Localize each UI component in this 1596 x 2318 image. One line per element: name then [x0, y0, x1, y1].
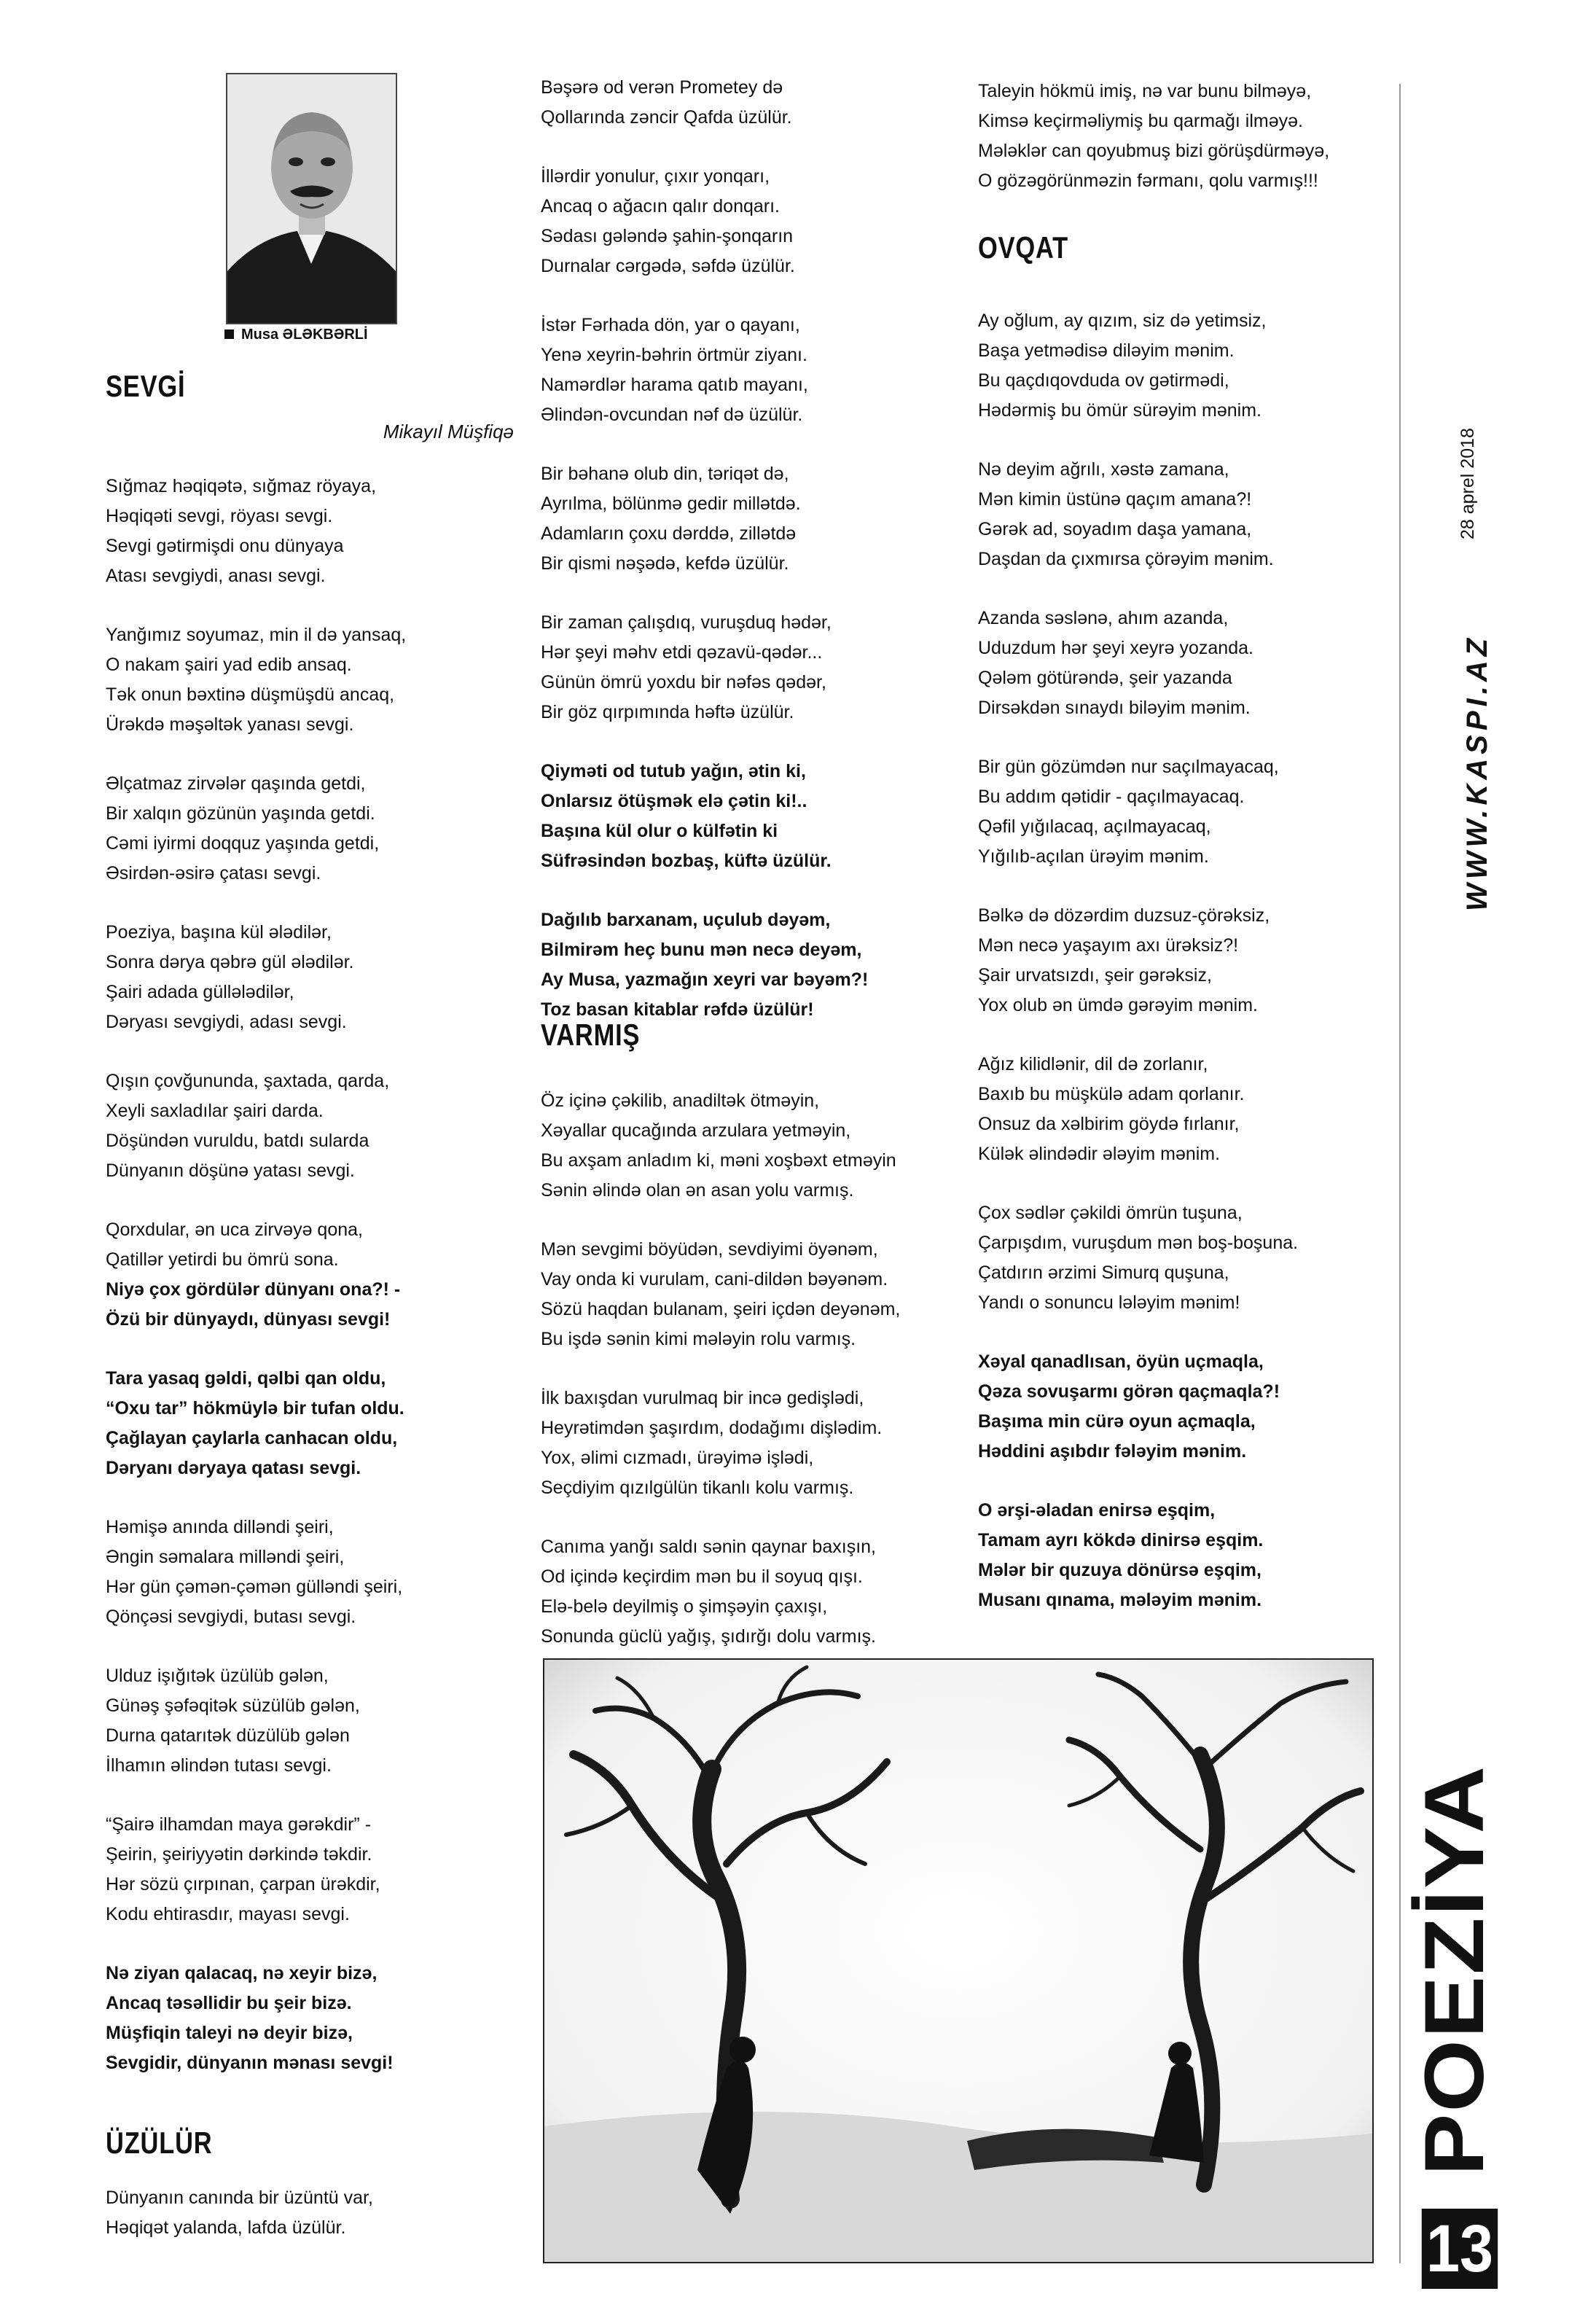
poem-line: Bu işdə sənin kimi mələyin rolu varmış.: [541, 1329, 856, 1349]
poem-body-uzulur-start: [106, 2183, 543, 2272]
poem-line: Mən kimin üstünə qaçım amana?!: [978, 489, 1252, 510]
poem-line: Öz içinə çəkilib, anadiltək ötməyin,: [541, 1090, 820, 1111]
poem-line: Azanda səslənə, ahım azanda,: [978, 608, 1229, 628]
poem-line: Günəş şəfəqitək süzülüb gələn,: [106, 1695, 360, 1716]
poem-line: Yandı o sonuncu lələyim mənim!: [978, 1292, 1240, 1313]
poem-line: Poeziya, başına kül ələdilər,: [106, 922, 332, 943]
poem-line: Çarpışdım, vuruşdum mən boş-boşuna.: [978, 1233, 1299, 1253]
poem-line: Şairi adada güllələdilər,: [106, 982, 294, 1002]
poem-line: Qorxdular, ən uca zirvəyə qona,: [106, 1220, 363, 1240]
poem-line: Ancaq o ağacın qalır donqarı.: [541, 196, 781, 216]
stanza: [978, 77, 1401, 196]
stanza: [106, 620, 543, 740]
poem-line: Ürəkdə məşəltək yanası sevgi.: [106, 714, 354, 735]
illustration-photo: [543, 1658, 1374, 2263]
poem-line: Dəryanı dəryaya qatası sevgi.: [106, 1458, 361, 1478]
poem-line: O nakam şairi yad edib ansaq.: [106, 655, 352, 675]
poem-line: Bir göz qırpımında həftə üzülür.: [541, 702, 794, 722]
poem-line: “Şairə ilhamdan maya gərəkdir” -: [106, 1814, 372, 1835]
poem-line: Qəfil yığılacaq, açılmayacaq,: [978, 816, 1211, 837]
poem-line: Başına kül olur o külfətin ki: [541, 821, 778, 841]
stanza: [978, 604, 1401, 723]
poem-line: Baxıb bu müşkülə adam qorlanır.: [978, 1084, 1245, 1104]
stanza: [541, 73, 978, 133]
poem-line: Sonra dərya qəbrə gül ələdilər.: [106, 952, 354, 972]
poem-line: İllərdir yonulur, çıxır yonqarı,: [541, 166, 770, 187]
stanza: [541, 1384, 978, 1503]
poem-title-ovqat: OVQAT: [978, 230, 1069, 265]
poem-line: Mələr bir quzuya dönürsə eşqim,: [978, 1560, 1261, 1580]
poem-line: Əlçatmaz zirvələr qaşında getdi,: [106, 773, 366, 794]
poem-line: Dəryası sevgiydi, adası sevgi.: [106, 1012, 347, 1032]
poem-line: Nə ziyan qalacaq, nə xeyir bizə,: [106, 1963, 378, 1983]
poem-line: Tamam ayrı kökdə dinirsə eşqim.: [978, 1530, 1264, 1550]
poem-line: Sözü haqdan bulanam, şeiri içdən deyənəm,: [541, 1299, 901, 1319]
poem-line: Qələm götürəndə, şeir yazanda: [978, 668, 1232, 688]
poem-line: Heyrətimdən şaşırdım, dodağımı dişlədim.: [541, 1418, 883, 1438]
poem-line: İlhamın əlindən tutası sevgi.: [106, 1755, 332, 1776]
poem-line: Sevgidir, dünyanın mənası sevgi!: [106, 2053, 394, 2073]
poem-line: Hər şeyi məhv etdi qəzavü-qədər...: [541, 642, 823, 663]
poem-line: Kodu ehtirasdır, mayası sevgi.: [106, 1904, 350, 1924]
poem-line: Onlarsız ötüşmək elə çətin ki!..: [541, 791, 807, 811]
stanza: [978, 1347, 1401, 1467]
stanza: [106, 1364, 543, 1483]
poem-line: Yenə xeyrin-bəhrin örtmür ziyanı.: [541, 345, 807, 365]
poem-line: Ancaq təsəllidir bu şeir bizə.: [106, 1993, 352, 2013]
poem-line: Qışın çovğununda, şaxtada, qarda,: [106, 1071, 390, 1091]
poem-line: Elə-belə deyilmiş o şimşəyin çaxışı,: [541, 1596, 828, 1617]
page-number: 13: [1422, 2209, 1498, 2289]
poem-line: Hədərmiş bu ömür sürəyim mənim.: [978, 400, 1261, 421]
poem-line: Bir bəhanə olub din, təriqət də,: [541, 464, 789, 484]
poem-line: Onsuz da xəlbirim göydə fırlanır,: [978, 1114, 1240, 1134]
poem-line: Günün ömrü yoxdu bir nəfəs qədər,: [541, 672, 826, 692]
poem-line: Niyə çox gördülər dünyanı ona?! -: [106, 1279, 401, 1300]
stanza: [541, 1086, 978, 1206]
poem-line: Əngin səmalara milləndi şeiri,: [106, 1547, 345, 1567]
stanza: [541, 162, 978, 281]
poem-line: Külək əlindədir ələyim mənim.: [978, 1144, 1221, 1164]
poem-line: Tara yasaq gəldi, qəlbi qan oldu,: [106, 1368, 386, 1389]
stanza: [541, 459, 978, 579]
stanza: [106, 1810, 543, 1929]
poem-line: Kimsə keçirməliymiş bu qarmağı ilməyə.: [978, 111, 1303, 131]
poem-line: Bu qaçdıqovduda ov gətirmədi,: [978, 370, 1229, 391]
poem-body-sevgi: [106, 472, 543, 2107]
poem-line: Xəyal qanadlısan, öyün uçmaqla,: [978, 1351, 1264, 1372]
poem-line: Durnalar cərgədə, səfdə üzülür.: [541, 256, 795, 276]
poem-line: Bəşərə od verən Prometey də: [541, 77, 783, 98]
poem-line: İlk baxışdan vurulmaq bir incə gedişlədi,: [541, 1388, 864, 1408]
poem-line: Sevgi gətirmişdi onu dünyaya: [106, 536, 344, 556]
poem-line: Gərək ad, soyadım daşa yamana,: [978, 519, 1252, 539]
poem-line: Taleyin hökmü imiş, nə var bunu bilməyə,: [978, 81, 1312, 101]
poem-line: Bir qismi nəşədə, kefdə üzülür.: [541, 553, 789, 574]
poem-title-sevgi: SEVGİ: [106, 369, 186, 403]
issue-date: 28 aprel 2018: [1458, 428, 1478, 539]
poem-line: Çatdırın ərzimi Simurq quşuna,: [978, 1263, 1229, 1283]
stanza: [541, 757, 978, 876]
poem-line: Cəmi iyirmi doqquz yaşında getdi,: [106, 833, 380, 854]
poem-line: Bir zaman çalışdıq, vuruşduq hədər,: [541, 612, 832, 633]
poem-line: Süfrəsindən bozbaş, küftə üzülür.: [541, 851, 832, 871]
poem-line: Qönçəsi sevgiydi, butası sevgi.: [106, 1607, 356, 1627]
poem-line: Uduzdum hər şeyi xeyrə yozanda.: [978, 638, 1253, 658]
poem-line: Mən sevgimi böyüdən, sevdiyimi öyənəm,: [541, 1239, 878, 1260]
poem-line: Dünyanın döşünə yatası sevgi.: [106, 1160, 355, 1181]
stanza: [978, 752, 1401, 872]
poem-line: Ayrılma, bölünmə gedir millətdə.: [541, 493, 801, 514]
poem-line: Sənin əlində olan ən asan yolu varmış.: [541, 1180, 854, 1201]
poem-line: O ərşi-əladan enirsə eşqim,: [978, 1500, 1216, 1521]
poem-line: Bu addım qətidir - qaçılmayacaq.: [978, 787, 1245, 807]
stanza: [978, 1050, 1401, 1169]
poem-line: Durna qatarıtək düzülüb gələn: [106, 1725, 350, 1746]
poem-dedication: Mikayıl Müşfiqə: [383, 421, 514, 442]
section-title: POEZİYA: [1407, 1764, 1502, 2176]
poem-line: Dünyanın canında bir üzüntü var,: [106, 2188, 373, 2208]
poem-line: Çağlayan çaylarla canhacan oldu,: [106, 1428, 398, 1448]
poem-line: Özü bir dünyaydı, dünyası sevgi!: [106, 1309, 391, 1330]
poem-line: Çox sədlər çəkildi ömrün tuşuna,: [978, 1203, 1243, 1223]
poem-line: Qəza sovuşarmı görən qaçmaqla?!: [978, 1381, 1280, 1402]
stanza: [106, 1066, 543, 1186]
poem-body-varmis-end: [978, 77, 1401, 225]
stanza: [106, 1661, 543, 1781]
stanza: [978, 306, 1401, 426]
poem-line: Namərdlər harama qatıb mayanı,: [541, 375, 808, 395]
stanza: [978, 901, 1401, 1021]
poem-line: Ulduz işığıtək üzülüb gələn,: [106, 1666, 329, 1686]
poem-line: Canıma yanğı saldı sənin qaynar baxışın,: [541, 1537, 876, 1557]
poem-line: Bir gün gözümdən nur saçılmayacaq,: [978, 757, 1279, 777]
stanza: [106, 1513, 543, 1632]
poem-line: Vay onda ki vurulam, cani-dildən bəyənəm.: [541, 1269, 888, 1289]
poem-body-uzulur-continued: [541, 73, 978, 1054]
poem-line: Ay Musa, yazmağın xeyri var bəyəm?!: [541, 969, 869, 990]
portrait-illustration: [227, 74, 396, 323]
poem-line: Həqiqəti sevgi, röyası sevgi.: [106, 506, 333, 526]
stanza: [106, 2183, 543, 2243]
poem-line: Adamların çoxu dərddə, zillətdə: [541, 523, 797, 544]
poem-line: İstər Fərhada dön, yar o qayanı,: [541, 315, 800, 335]
poem-line: Həmişə anında dilləndi şeiri,: [106, 1517, 334, 1537]
poem-line: Qollarında zəncir Qafda üzülür.: [541, 107, 792, 128]
poem-line: Bir xalqın gözünün yaşında getdi.: [106, 803, 375, 824]
poem-line: Döşündən vuruldu, batdı sularda: [106, 1131, 369, 1151]
poem-line: Seçdiyim qızılgülün tikanlı kolu varmış.: [541, 1478, 854, 1498]
poem-line: Ay oğlum, ay qızım, siz də yetimsiz,: [978, 311, 1267, 331]
poem-line: Sədası gələndə şahin-şonqarın: [541, 226, 794, 246]
poem-line: Toz basan kitablar rəfdə üzülür!: [541, 999, 814, 1020]
poem-line: Yığılıb-açılan ürəyim mənim.: [978, 846, 1209, 867]
poem-line: Musanı qınama, mələyim mənim.: [978, 1590, 1262, 1610]
poem-line: Tək onun bəxtinə düşmüşdü ancaq,: [106, 684, 395, 705]
stanza: [106, 769, 543, 889]
poem-line: Daşdan da çıxmırsa çörəyim mənim.: [978, 549, 1274, 569]
website-url: WWW.KASPI.AZ: [1461, 633, 1493, 911]
poem-line: Həqiqət yalanda, lafda üzülür.: [106, 2217, 346, 2238]
poem-line: Qiyməti od tutub yağın, ətin ki,: [541, 761, 806, 781]
stanza: [541, 1235, 978, 1354]
poem-line: Sığmaz həqiqətə, sığmaz röyaya,: [106, 476, 377, 496]
poem-line: Əlindən-ovcundan nəf də üzülür.: [541, 405, 803, 425]
poem-line: Ağız kilidlənir, dil də zorlanır,: [978, 1054, 1208, 1074]
poem-line: Hər sözü çırpınan, çarpan ürəkdir,: [106, 1874, 380, 1894]
poem-line: Yox, əlimi cızmadı, ürəyimə işlədi,: [541, 1448, 814, 1468]
poem-line: Mən necə yaşayım axı ürəksiz?!: [978, 935, 1239, 956]
poem-body-varmis: [541, 1086, 978, 1681]
trees-couple-illustration: [544, 1660, 1372, 2262]
stanza: [106, 1215, 543, 1335]
poem-line: Dağılıb barxanam, uçulub dəyəm,: [541, 910, 831, 930]
stanza: [106, 472, 543, 591]
poem-line: Od içində keçirdim mən bu il soyuq qışı.: [541, 1566, 863, 1587]
poem-line: Xəyallar qucağında arzulara yetməyin,: [541, 1120, 851, 1141]
author-name: Musa ƏLƏKBƏRLİ: [241, 327, 368, 343]
poem-line: Yox olub ən ümdə gərəyim mənim.: [978, 995, 1258, 1015]
author-portrait: [226, 73, 397, 324]
poem-line: Bəlkə də dözərdim duzsuz-çörəksiz,: [978, 905, 1270, 926]
stanza: [106, 1959, 543, 2078]
poem-line: Xeyli saxladılar şairi darda.: [106, 1101, 324, 1121]
column-divider: [1399, 84, 1401, 2263]
poem-line: “Oxu tar” hökmüylə bir tufan oldu.: [106, 1398, 404, 1418]
poem-line: Sonunda güclü yağış, şıdırğı dolu varmış.: [541, 1626, 876, 1647]
stanza: [541, 1532, 978, 1652]
poem-title-uzulur: ÜZÜLÜR: [106, 2126, 213, 2160]
poem-line: Şeirin, şeiriyyətin dərkində təkdir.: [106, 1844, 372, 1865]
poem-line: Müşfiqin taleyi nə deyir bizə,: [106, 2023, 353, 2043]
poem-title-varmis: VARMIŞ: [541, 1018, 641, 1052]
poem-line: Başıma min cürə oyun açmaqla,: [978, 1411, 1256, 1432]
poem-line: Başa yetmədisə diləyim mənim.: [978, 340, 1235, 361]
poem-line: Şair urvatsızdı, şeir gərəksiz,: [978, 965, 1212, 986]
poem-line: Qatillər yetirdi bu ömrü sona.: [106, 1249, 339, 1270]
poem-line: Bu axşam anladım ki, məni xoşbəxt etməyin: [541, 1150, 896, 1171]
author-caption: [224, 327, 368, 343]
poem-body-ovqat: [978, 306, 1401, 1644]
poem-line: Əsirdən-əsirə çatası sevgi.: [106, 863, 321, 883]
stanza: [106, 918, 543, 1037]
poem-line: Bilmirəm heç bunu mən necə deyəm,: [541, 940, 862, 960]
stanza: [541, 905, 978, 1025]
poem-line: O gözəgörünməzin fərmanı, qolu varmış!!!: [978, 171, 1318, 191]
bullet-square-icon: [224, 329, 234, 339]
poem-line: Dirsəkdən sınaydı biləyim mənim.: [978, 698, 1251, 718]
stanza: [541, 311, 978, 430]
poem-line: Mələklər can qoyubmuş bizi görüşdürməyə,: [978, 141, 1330, 161]
poem-line: Atası sevgiydi, anası sevgi.: [106, 566, 326, 586]
stanza: [978, 455, 1401, 574]
poem-line: Həddini aşıbdır fələyim mənim.: [978, 1441, 1247, 1462]
stanza: [541, 608, 978, 727]
poem-line: Yanğımız soyumaz, min il də yansaq,: [106, 625, 407, 645]
stanza: [978, 1496, 1401, 1615]
stanza: [978, 1198, 1401, 1318]
poem-line: Hər gün çəmən-çəmən gülləndi şeiri,: [106, 1577, 403, 1597]
poem-line: Nə deyim ağrılı, xəstə zamana,: [978, 459, 1229, 480]
